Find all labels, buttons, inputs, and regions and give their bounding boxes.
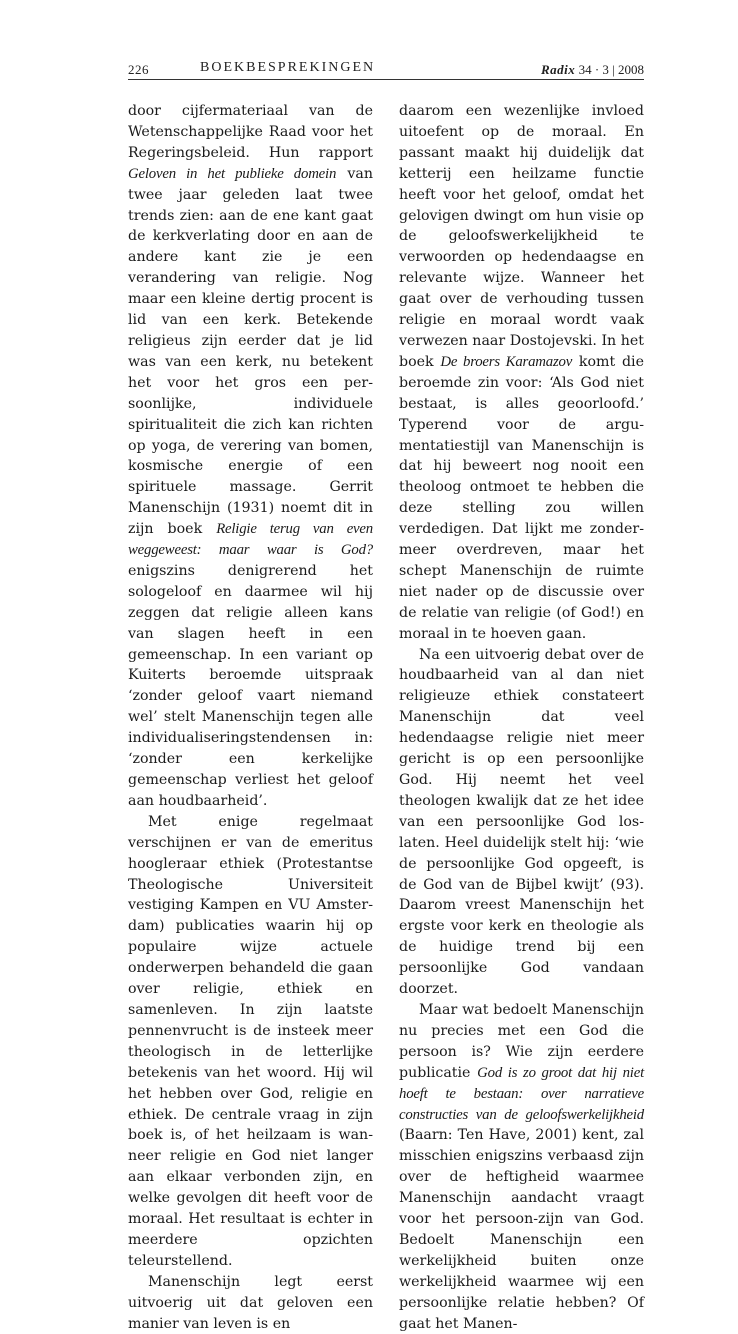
journal-reference [541,62,644,78]
right-column [399,101,644,1334]
paragraph: Met enige regelmaat verschijnen er van de emeritus hoogleraar ethiek (Protestantse Theologische Universiteit vestiging Kampen en VU Amsterdam) publicaties waarin hij op populaire wijze actuele onderwerpen behandeld die gaan over religie, ethiek en samenleven. In zijn laatste pennenvrucht is de insteek meer theologisch in de letterlijke betekenis van het woord. Hij wil het hebben over God, religie en ethiek. De centrale vraag in zijn boek is, of het heilzaam is wanneer religie en God niet langer aan elkaar verbonden zijn, en welke gevolgen dit heeft voor de moraal. Het resultaat is echter in meerdere opzichten teleurstellend. [128,813,373,1269]
paragraph-text: enigszins denigrerend het sologeloof en daarmee wil hij zeggen dat religie alleen kans van slagen heeft in een gemeenschap. In een variant op Kuiterts beroemde uitspraak ‘zonder geloof vaart niemand wel’ stelt Manenschijn tegen alle individualiseringstendensen in: ‘zonder een kerkelijke gemeenschap verliest het geloof aan houdbaarheid’. [128,562,373,809]
paragraph-text: daarom een wezenlijke invloed uitoefent op de moraal. En passant maakt hij duidelijk dat ketterij een heilzame functie heeft voor het geloof, omdat het gelovigen dwingt om hun visie op de geloofswerkelijkheid te verwoorden op hedendaagse en relevante wijze. Wanneer het gaat over de verhouding tussen religie en moraal wordt vaak verwezen naar Dostojevski. In het boek [399,103,644,370]
header-rule [128,79,644,80]
paragraph [399,1000,644,1334]
paragraph: Manenschijn legt eerst uitvoerig uit dat geloven een manier van leven is en [128,1273,373,1332]
paragraph [399,101,644,645]
book-title: De broers Karamazov [440,353,573,370]
book-title: Religie terug van even weggeweest: maar waar is God? [128,521,373,559]
paragraph-text: van twee jaar geleden laat twee trends zien: aan de ene kant gaat de kerkverlating door en aan de andere kant zie je een verandering van religie. Nog maar een kleine dertig procent is lid van een kerk. Betekende religieus zijn eerder dat je lid was van een kerk, nu betekent het voor het gros een persoonlijke, individuele spiritualiteit die zich kan richten op yoga, de verering van bomen, kosmische energie of een spirituele massage. Gerrit Manenschijn (1931) noemt dit in zijn boek [128,165,373,538]
paragraph-text: door cijfermateriaal van de Wetenschappelijke Raad voor het Regeringsbeleid. Hun rapport [128,103,373,161]
report-title: Geloven in het publieke domein [128,165,337,182]
page-number: 226 [128,62,149,77]
paragraph-text: (Baarn: Ten Have, 2001) kent, zal misschien enigszins verbaasd zijn over de heftigheid waarmee Manenschijn aandacht vraagt voor het persoon-zijn van God. Bedoelt Manenschijn een werkelijkheid buiten onze werkelijkheid waarmee wij een persoonlijke relatie hebben? Of gaat het Manen- [399,1127,644,1332]
paragraph [128,101,373,812]
section-title: BOEKBESPREKINGEN [200,60,376,75]
paragraph-text: Maar wat bedoelt Manenschijn nu precies met een God die persoon is? Wie zijn eerdere publicatie [399,1001,644,1081]
running-header [128,60,644,80]
journal-issue: 34 · 3 | 2008 [575,62,644,77]
journal-name: Radix [541,62,576,77]
paragraph: Na een uitvoerig debat over de houdbaarheid van al dan niet religieuze ethiek constateert Manenschijn dat veel hedendaagse religie niet meer gericht is op een persoonlijke God. Hij neemt het veel theologen kwalijk dat ze het idee van een persoonlijke God loslaten. Heel duidelijk stelt hij: ‘wie de persoonlijke God opgeeft, is de God van de Bijbel kwijt’ (93). Daarom vreest Manenschijn het ergste voor kerk en theologie als de huidige trend bij een persoonlijke God vandaan doorzet. [399,646,644,998]
paragraph-text: komt die beroemde zin voor: ‘Als God niet bestaat, is alles geoorloofd.’ Typerend voor de argumentatiestijl van Manenschijn is dat hij beweert nog nooit een theoloog ontmoet te hebben die deze stelling zou willen verdedigen. Dat lijkt me zondermeer overdreven, maar het schept Manenschijn de ruimte niet nader op de discussie over de relatie van religie (of God!) en moraal in te hoeven gaan. [399,353,644,642]
left-column [128,101,373,1334]
book-title: God is zo groot dat hij niet hoeft te bestaan: over narratieve constructies van de geloofswerkelijkheid [399,1064,644,1123]
